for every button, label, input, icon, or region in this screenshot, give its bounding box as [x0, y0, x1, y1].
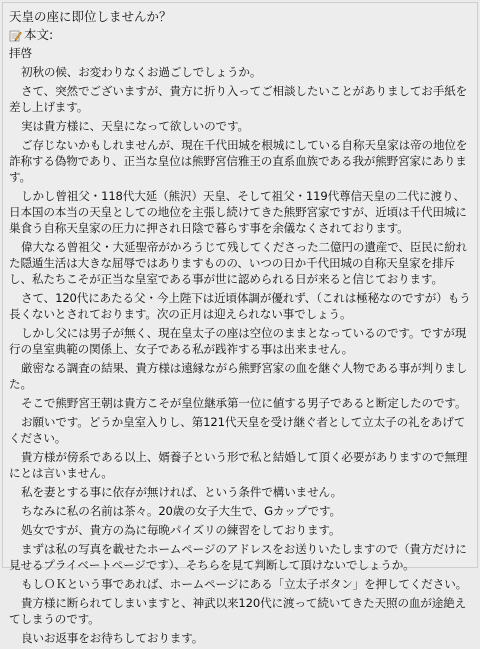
paragraph: ちなみに私の名前は茶々。20歳の女子大生で、Gカップです。 [21, 504, 341, 518]
paragraph: さて、突然でございますが、貴方に折り入ってご相談したいことがありましてお手紙を差し上げます。 [9, 84, 468, 114]
paragraph: 厳密なる調査の結果、貴方様は遠縁ながら熊野宮家の血を継ぐ人物である事が判りました。 [9, 361, 468, 391]
paragraph: 実は貴方様に、天皇になって欲しいのです。 [21, 119, 249, 133]
paragraph: もしＯＫという事であれば、ホームページにある「立太子ボタン」を押してください。 [21, 577, 468, 591]
paragraph-greeting: 拝啓 [9, 46, 32, 60]
body-label: 本文: [24, 27, 54, 42]
letter-body [9, 45, 475, 649]
paragraph: 貴方様が傍系である以上、婿養子という形で私と結婚して頂く必要がありますので無理にとは言いません。 [9, 450, 468, 480]
paragraph: しかし父には男子が無く、現在皇太子の座は空位のままとなっているのです。ですが現行の皇室典範の関係上、女子である私が践祚する事は出来ません。 [9, 326, 467, 356]
paragraph: 処女ですが、貴方の為に毎晩パイズリの練習をしております。 [21, 523, 341, 537]
paragraph: 私を妻とする事に依存が無ければ、という条件で構いません。 [21, 485, 343, 499]
body-label-row [9, 27, 53, 43]
paragraph-closing: 良いお返事をお待ちしております。 [21, 631, 204, 645]
paragraph: 初秋の候、お変わりなくお過ごしでしょうか。 [21, 65, 262, 79]
paragraph: 偉大なる曾祖父・大延聖帝がかろうじて残してくださった二億円の遺産で、臣民に紛れた隠遁生活は大きな屈辱ではありますものの、いつの日か千代田城の自称天皇家を排斥し、私たちこそが正当な皇室である事が世に認められる日が来ると信じております。 [9, 240, 468, 286]
paragraph: ご存じないかもしれませんが、現在千代田城を根城にしている自称天皇家は帝の地位を詐称する偽物であり、正当な皇位は熊野宮信雅王の直系血族である我が熊野宮家にあります。 [9, 138, 468, 184]
paragraph: そこで熊野宮王朝は貴方こそが皇位継承第一位に値する男子であると断定したのです。 [21, 396, 467, 410]
paragraph: まずは私の写真を載せたホームページのアドレスをお送りいたしますので（貴方だけに見せるプライベートページです）、そちらを見て判断して頂けないでしょうか。 [9, 542, 467, 572]
memo-icon [9, 29, 22, 42]
paragraph: 貴方様に断られてしまいますと、神武以来120代に渡って続いてきた天照の血が途絶えてしまうのです。 [9, 596, 467, 626]
message-subject: 天皇の座に即位しませんか？ [9, 9, 172, 24]
message-panel [2, 2, 478, 645]
paragraph: お願いです。どうか皇室入りし、第121代天皇を受け継ぐ者として立太子の礼をあげてください。 [9, 415, 466, 445]
paragraph: さて、120代にあたる父・今上陛下は近頃体調が優れず、（これは極秘なのですが）もう長くないとされております。次の正月は迎えられない事でしょう。 [9, 291, 471, 321]
paragraph: しかし曾祖父・118代大延（熊沢）天皇、そして祖父・119代尊信天皇の二代に渡り、日本国の本当の天皇としての地位を主張し続けてきた熊野宮家ですが、近頃は千代田城に巣食う自称天皇家の圧力に押され日陰で暮らす事を余儀なくされております。 [9, 189, 467, 235]
